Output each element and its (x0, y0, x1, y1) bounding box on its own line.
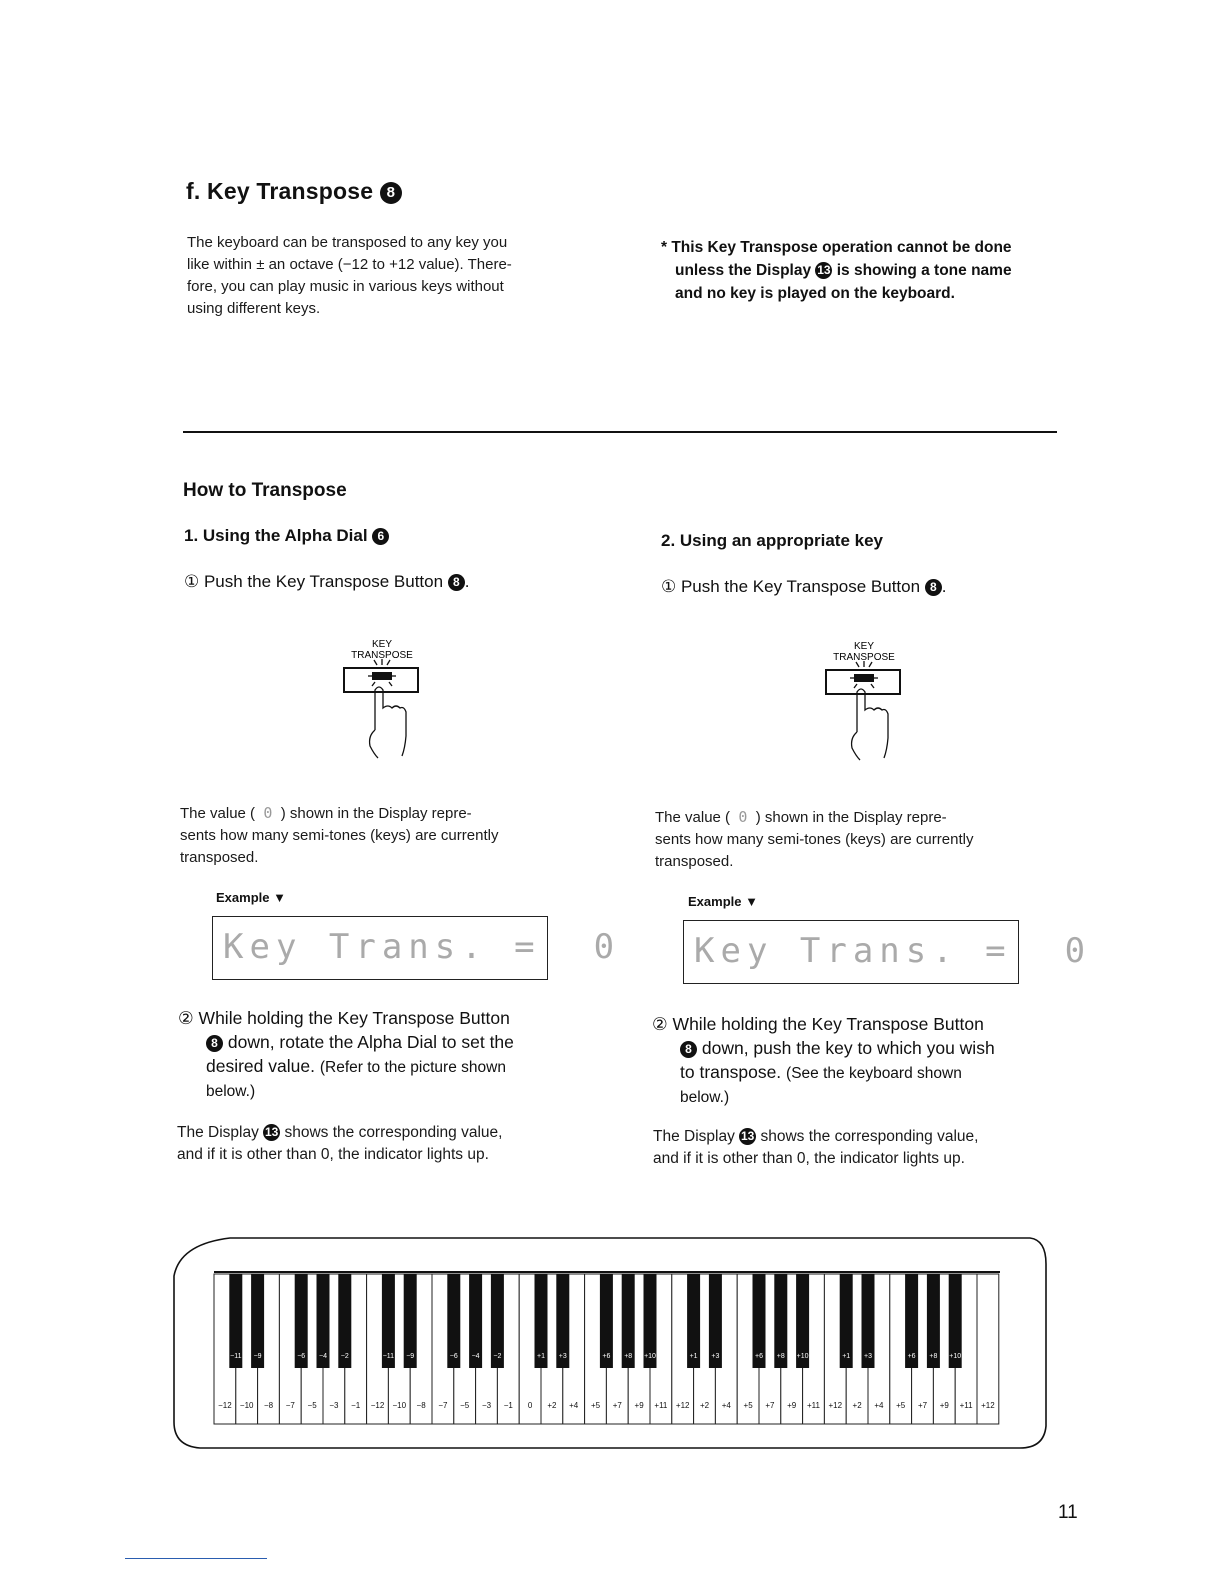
intro-paragraph (187, 232, 607, 320)
step-line (178, 1054, 588, 1080)
step-text: down, push the key to which you wish (701, 1038, 995, 1058)
step-line (652, 1060, 1062, 1086)
result-text: shows the corresponding value, (760, 1128, 979, 1145)
step-line: below.) (206, 1083, 256, 1100)
white-key-label: −3 (329, 1401, 339, 1410)
method-1-step-1: ① Push the Key Transpose Button 8 . (184, 572, 470, 591)
white-key-label: −10 (392, 1401, 407, 1410)
button-label-top: KEY (371, 639, 393, 650)
white-key-label: −3 (481, 1401, 492, 1410)
intro-line: like within ± an octave (−12 to +12 value). There- (187, 256, 512, 273)
method-1-step-2 (178, 1006, 588, 1104)
lcd-display: Key Trans. = 0 (212, 916, 548, 980)
step-line: ② While holding the Key Transpose Button (178, 1008, 510, 1028)
result-text-1 (177, 1122, 597, 1166)
white-key-label: +4 (721, 1401, 731, 1410)
white-key-label: +5 (896, 1401, 906, 1410)
note-text: unless the Display (675, 262, 812, 279)
white-key-label: −7 (285, 1401, 295, 1410)
white-key-label: +4 (569, 1401, 579, 1410)
black-key-label: +6 (755, 1353, 763, 1360)
intro-line: fore, you can play music in various keys without (187, 278, 504, 295)
keyboard-diagram (170, 1236, 1050, 1452)
zero-glyph-icon: 0 (738, 808, 748, 826)
method-1-title (184, 526, 389, 546)
ref-number-badge: 8 (448, 574, 465, 591)
ref-number-badge: 13 (817, 263, 831, 278)
black-key-label: +6 (907, 1353, 916, 1360)
white-key-label: −1 (503, 1401, 513, 1410)
value-line: transposed. (655, 853, 734, 870)
white-key-label: −12 (218, 1401, 232, 1410)
white-key-label: +9 (634, 1401, 644, 1410)
white-key-label: +5 (590, 1401, 601, 1410)
page-number: 11 (1058, 1502, 1078, 1523)
intro-line: The keyboard can be transposed to any key you (187, 234, 508, 251)
method-1-title-text: 1. Using the Alpha Dial (184, 526, 368, 545)
step-text: down, rotate the Alpha Dial to set the (227, 1032, 514, 1052)
black-key-label: −2 (340, 1353, 349, 1360)
method-2-title: 2. Using an appropriate key (661, 531, 884, 550)
step-text: (Refer to the picture shown (319, 1059, 506, 1076)
button-label-top: KEY (853, 641, 875, 652)
value-line (655, 806, 1055, 829)
white-key-label: +9 (787, 1401, 797, 1410)
black-key-label: +8 (929, 1353, 938, 1360)
ref-number-badge: 8 (680, 1041, 697, 1058)
value-text: ) shown in the Display repre- (280, 805, 472, 822)
step-text: to transpose. (680, 1062, 782, 1082)
white-key-label: +9 (939, 1401, 949, 1410)
footer-line (125, 1558, 267, 1559)
example-label: Example ▼ (216, 890, 286, 905)
note-text: is showing a tone name (836, 262, 1012, 279)
white-key-label: +2 (852, 1401, 862, 1410)
white-key-label: −1 (351, 1401, 361, 1410)
section-title (186, 178, 402, 205)
white-key-label: −5 (307, 1401, 317, 1410)
value-explanation-2 (655, 806, 1055, 873)
white-key-label: +11 (654, 1401, 668, 1410)
operation-note (661, 236, 1071, 305)
button-label-bottom: TRANSPOSE (351, 650, 413, 661)
note-line: * This Key Transpose operation cannot be done (661, 239, 1012, 256)
note-line: and no key is played on the keyboard. (675, 285, 955, 302)
white-key-label: +7 (917, 1401, 928, 1410)
step-text: (See the keyboard shown (786, 1065, 962, 1082)
ref-number-badge: 8 (925, 579, 942, 596)
black-key-label: +10 (796, 1353, 809, 1360)
black-key-label: +1 (689, 1353, 698, 1360)
white-key-label: +12 (828, 1401, 843, 1410)
black-key-label: −9 (406, 1353, 415, 1360)
black-key-label: +6 (602, 1353, 611, 1360)
black-key-label: −11 (382, 1353, 395, 1360)
black-key-label: −2 (493, 1353, 502, 1360)
white-key-label: +2 (699, 1401, 710, 1410)
white-key-label: +11 (959, 1401, 973, 1410)
result-text: The Display (177, 1124, 259, 1141)
white-key-label: +12 (981, 1401, 995, 1410)
black-key-label: +8 (624, 1353, 633, 1360)
black-key-label: +1 (537, 1353, 545, 1360)
black-key-label: −6 (297, 1353, 306, 1360)
ref-number-badge: 6 (372, 528, 389, 545)
white-key-label: +7 (765, 1401, 775, 1410)
method-2-step-1: ① Push the Key Transpose Button 8 . (661, 577, 947, 596)
button-label-bottom: TRANSPOSE (833, 652, 895, 663)
white-key-label: −10 (239, 1401, 254, 1410)
value-line: sents how many semi-tones (keys) are currently (180, 827, 499, 844)
result-line: and if it is other than 0, the indicator lights up. (177, 1146, 489, 1163)
black-key-label: +3 (864, 1353, 872, 1360)
step-line: below.) (680, 1089, 730, 1106)
how-to-heading: How to Transpose (183, 480, 347, 501)
white-key-label: −12 (370, 1401, 385, 1410)
ref-number-badge: 13 (264, 1125, 279, 1140)
step-text: ① Push the Key Transpose Button (661, 577, 921, 596)
white-key-label: −8 (263, 1401, 274, 1410)
white-key-label: −8 (416, 1401, 426, 1410)
ref-number-badge: 8 (206, 1035, 223, 1052)
black-key-label: +3 (711, 1353, 720, 1360)
black-key-label: +10 (949, 1353, 962, 1360)
value-text: ) shown in the Display repre- (755, 809, 947, 826)
section-title-text: f. Key Transpose (186, 178, 374, 204)
result-line: and if it is other than 0, the indicator lights up. (653, 1150, 965, 1167)
step-text: ① Push the Key Transpose Button (184, 572, 444, 591)
key-transpose-button-illustration (812, 638, 922, 768)
result-text: shows the corresponding value, (284, 1124, 503, 1141)
value-line: transposed. (180, 849, 259, 866)
method-2-step-2 (652, 1012, 1062, 1110)
white-key-label: +11 (807, 1401, 820, 1410)
result-line (177, 1122, 597, 1144)
white-key-label: +4 (874, 1401, 884, 1410)
white-key-label: +12 (675, 1401, 690, 1410)
white-key-label: +7 (612, 1401, 622, 1410)
white-key-label: 0 (527, 1401, 533, 1410)
intro-line: using different keys. (187, 300, 321, 317)
note-line (661, 259, 1071, 282)
example-label: Example ▼ (688, 894, 758, 909)
result-text: The Display (653, 1128, 735, 1145)
black-key-label: −4 (471, 1353, 480, 1360)
black-key-label: −11 (230, 1353, 242, 1360)
section-divider (183, 431, 1057, 433)
white-key-label: −7 (438, 1401, 448, 1410)
value-line: sents how many semi-tones (keys) are currently (655, 831, 974, 848)
black-key-label: +1 (842, 1353, 851, 1360)
lcd-display: Key Trans. = 0 (683, 920, 1019, 984)
value-text: The value ( (655, 809, 731, 826)
step-line (652, 1036, 1062, 1060)
white-key-label: +5 (743, 1401, 753, 1410)
white-key-label: +2 (547, 1401, 557, 1410)
step-line (178, 1030, 588, 1054)
white-key-label: −5 (460, 1401, 470, 1410)
black-key-label: −6 (449, 1353, 458, 1360)
black-key-label: −9 (253, 1353, 262, 1360)
ref-number-badge: 13 (740, 1129, 755, 1144)
step-text: desired value. (206, 1056, 315, 1076)
black-key-label: +8 (776, 1353, 785, 1360)
result-line (653, 1126, 1073, 1148)
ref-number-badge: 8 (380, 182, 402, 204)
result-text-2 (653, 1126, 1073, 1170)
value-text: The value ( (180, 805, 256, 822)
value-explanation-1 (180, 802, 580, 869)
zero-glyph-icon: 0 (263, 804, 273, 822)
step-line: ② While holding the Key Transpose Button (652, 1014, 984, 1034)
black-key-label: +3 (558, 1353, 567, 1360)
value-line (180, 802, 580, 825)
key-transpose-button-illustration (330, 636, 440, 766)
black-key-label: +10 (644, 1353, 656, 1360)
black-key-label: −4 (319, 1353, 327, 1360)
